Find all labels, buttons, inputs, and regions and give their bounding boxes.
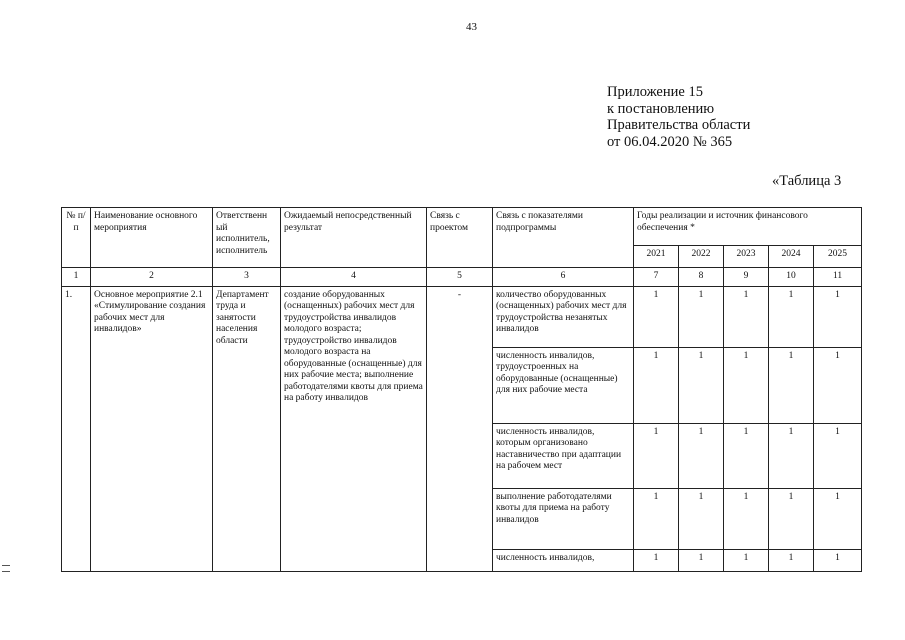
appendix-line: Правительства области [607, 117, 751, 133]
header-result: Ожидаемый непосредственный результат [281, 208, 427, 268]
row-name: Основное мероприятие 2.1 «Стимулирование создания рабочих мест для инвалидов» [91, 286, 213, 571]
header-year: 2022 [679, 246, 724, 268]
appendix-header [607, 84, 750, 150]
indicator-value: 1 [814, 423, 862, 488]
header-year: 2023 [724, 246, 769, 268]
column-number: 11 [814, 268, 862, 287]
indicator-value: 1 [679, 423, 724, 488]
indicator-text: численность инвалидов, [493, 549, 634, 571]
indicator-value: 1 [679, 347, 724, 423]
column-numbers-row [62, 268, 862, 287]
header-year: 2024 [769, 246, 814, 268]
indicator-value: 1 [769, 347, 814, 423]
indicator-value: 1 [679, 488, 724, 549]
row-project: - [427, 286, 493, 571]
indicator-value: 1 [634, 347, 679, 423]
indicator-value: 1 [634, 549, 679, 571]
column-number: 2 [91, 268, 213, 287]
column-number: 7 [634, 268, 679, 287]
column-number: 4 [281, 268, 427, 287]
header-year: 2021 [634, 246, 679, 268]
header-years-group: Годы реализации и источник финансового обеспечения * [634, 208, 862, 246]
indicator-value: 1 [634, 423, 679, 488]
program-table [61, 207, 862, 572]
indicator-text: выполнение работодателями квоты для приема на работу инвалидов [493, 488, 634, 549]
indicator-value: 1 [769, 423, 814, 488]
appendix-line: Приложение 15 [607, 84, 703, 100]
header-project: Связь с проектом [427, 208, 493, 268]
indicator-value: 1 [679, 286, 724, 347]
margin-mark [2, 571, 10, 572]
indicator-value: 1 [769, 488, 814, 549]
indicator-value: 1 [724, 488, 769, 549]
page-number: 43 [466, 21, 477, 33]
appendix-line: к постановлению [607, 100, 715, 117]
indicator-value: 1 [634, 286, 679, 347]
indicator-value: 1 [814, 488, 862, 549]
appendix-line: от 06.04.2020 № 365 [607, 133, 733, 150]
row-num: 1. [62, 286, 91, 571]
indicator-text: численность инвалидов, которым организовано наставничество при адаптации на рабочем мест [493, 423, 634, 488]
table-caption: «Таблица 3 [772, 173, 842, 189]
header-name: Наименование основного мероприятия [91, 208, 213, 268]
indicator-value: 1 [724, 347, 769, 423]
indicator-value: 1 [679, 549, 724, 571]
indicator-value: 1 [769, 286, 814, 347]
row-responsible: Департамент труда и занятости населения области [213, 286, 281, 571]
header-indicators: Связь с показателями подпрограммы [493, 208, 634, 268]
indicator-value: 1 [724, 549, 769, 571]
row-result: создание оборудованных (оснащенных) рабочих мест для трудоустройства инвалидов молодого возраста; трудоустройство инвалидов молодого возраста на оборудованные (оснащенные) для них рабочие места; выполнение работодателями квоты для приема на работу инвалидов [281, 286, 427, 571]
column-number: 10 [769, 268, 814, 287]
indicator-value: 1 [814, 286, 862, 347]
header-year: 2025 [814, 246, 862, 268]
column-number: 9 [724, 268, 769, 287]
indicator-value: 1 [769, 549, 814, 571]
indicator-value: 1 [724, 286, 769, 347]
header-num: № п/п [62, 208, 91, 268]
indicator-text: численность инвалидов, трудоустроенных на оборудованные (оснащенные) для них рабочие места [493, 347, 634, 423]
header-row [62, 208, 862, 246]
column-number: 3 [213, 268, 281, 287]
table-row [62, 286, 862, 347]
indicator-text: количество оборудованных (оснащенных) рабочих мест для трудоустройства незанятых инвалидов [493, 286, 634, 347]
column-number: 8 [679, 268, 724, 287]
column-number: 6 [493, 268, 634, 287]
margin-mark [2, 565, 10, 566]
indicator-value: 1 [814, 347, 862, 423]
header-responsible: Ответственн ый исполнитель, исполнитель [213, 208, 281, 268]
indicator-value: 1 [634, 488, 679, 549]
column-number: 1 [62, 268, 91, 287]
indicator-value: 1 [814, 549, 862, 571]
column-number: 5 [427, 268, 493, 287]
indicator-value: 1 [724, 423, 769, 488]
